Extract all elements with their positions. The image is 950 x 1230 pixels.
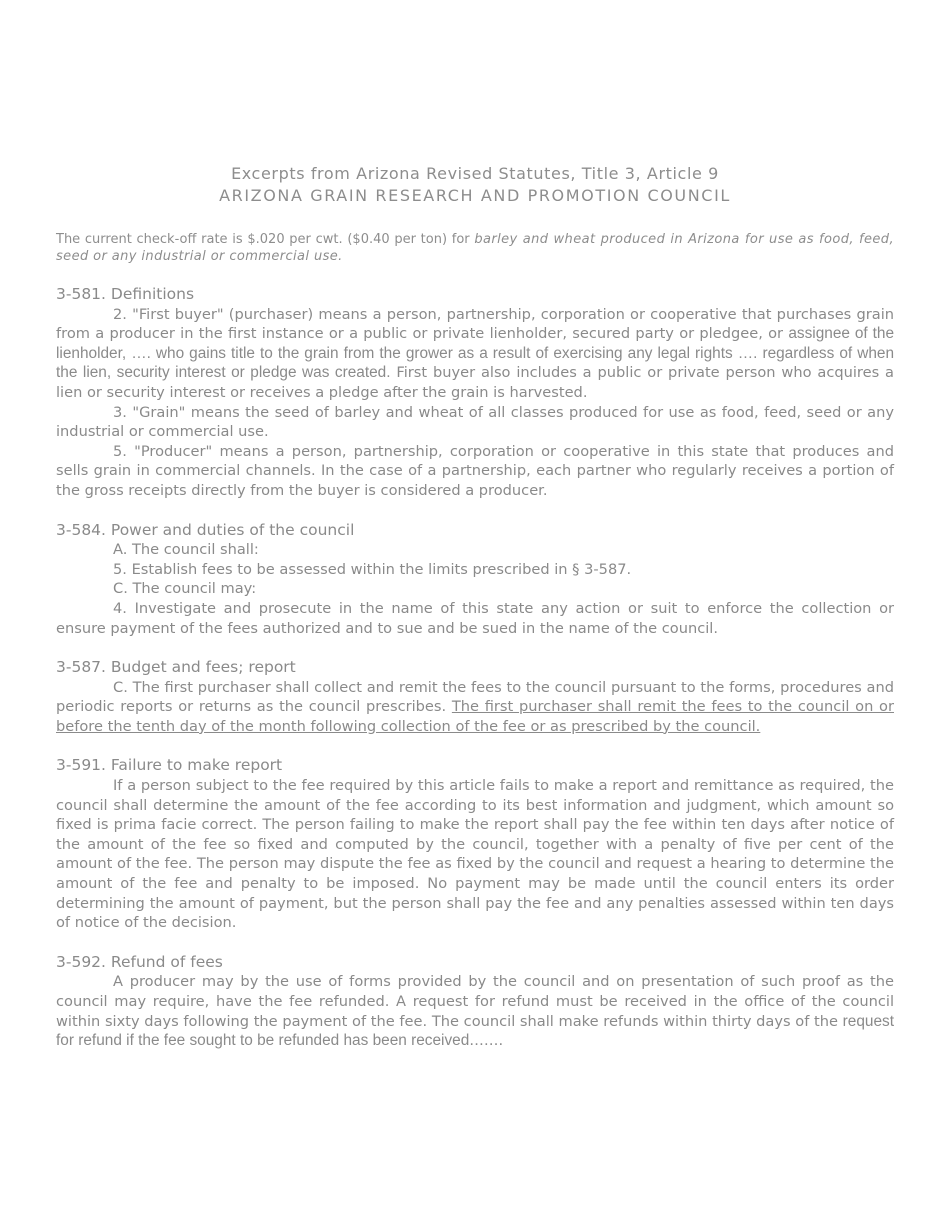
- paragraph: [56, 972, 894, 1050]
- section-heading: 3-587. Budget and fees; report: [56, 658, 296, 677]
- paragraph-text: 2. "First buyer" (purchaser) means a person, partnership, corporation or cooperative that purchases grain from a producer in the first instance or a public or private lienholder, secured party or pledgee, or: [56, 305, 894, 343]
- paragraph-text: …….: [469, 1032, 504, 1050]
- paragraph: [56, 305, 894, 403]
- paragraph: 5. "Producer" means a person, partnership, corporation or cooperative in this state that produces and sells grain in commercial channels. In the case of a partnership, each partner who regularly receives a portion of the gross receipts directly from the buyer is considered a producer.: [56, 442, 894, 499]
- section-heading: 3-581. Definitions: [56, 285, 195, 303]
- paragraph-text-alt-font: assignee of the lienholder, …. who gains title to the grain from the grower as a result of exercising any legal rights …. regardless of when the lien, security interest or pledge was created.: [56, 325, 895, 382]
- title-line-2: ARIZONA GRAIN RESEARCH AND PROMOTION COUNCIL: [219, 186, 731, 205]
- rate-italic-text: barley and wheat produced in Arizona for use as food, feed, seed or any industrial or commercial use.: [56, 232, 894, 264]
- section-3-592: [56, 953, 894, 1051]
- paragraph: A. The council shall:: [113, 541, 259, 559]
- paragraph-text: A producer may by the use of forms provided by the council and on presentation of such proof as the council may require, have the fee refunded. A request for refund must be received in the office of the council within sixty days following the payment of the fee. The council shall make refunds within thirty days of the: [56, 973, 894, 1030]
- section-heading: 3-592. Refund of fees: [56, 952, 223, 971]
- title-line-1: Excerpts from Arizona Revised Statutes, Title 3, Article 9: [231, 164, 719, 183]
- section-3-591: [56, 756, 894, 932]
- section-3-587: [56, 658, 894, 736]
- paragraph-text-alt-font: request for refund if the fee sought to be refunded has been received: [56, 1012, 894, 1050]
- rate-text: The current check-off rate is $.020 per cwt. ($0.40 per ton) for: [56, 232, 475, 247]
- document-title: [56, 163, 894, 207]
- paragraph: 4. Investigate and prosecute in the name of this state any action or suit to enforce the collection or ensure payment of the fees authorized and to sue and be sued in the name of the council.: [56, 599, 894, 637]
- paragraph: [56, 678, 894, 737]
- section-heading: 3-591. Failure to make report: [56, 756, 283, 775]
- paragraph: C. The council may:: [113, 580, 257, 598]
- check-off-rate-note: [56, 231, 894, 265]
- document-page: [56, 163, 894, 1051]
- section-3-581: [56, 285, 894, 501]
- paragraph: If a person subject to the fee required by this article fails to make a report and remittance as required, the council shall determine the amount of the fee according to its best information and judgment, which amount so fixed is prima facie correct. The person failing to make the report shall pay the fee within ten days after notice of the amount of the fee so fixed and computed by the council, together with a penalty of five per cent of the amount of the fee. The person may dispute the fee as fixed by the council and request a hearing to determine the amount of the fee and penalty to be imposed. No payment may be made until the council enters its order determining the amount of payment, but the person shall pay the fee and any penalties assessed within ten days of notice of the decision.: [56, 777, 894, 932]
- underlined-text: The first purchaser shall remit the fees to the council on or before the tenth day of the month following collection of the fee or as prescribed by the council.: [56, 698, 894, 735]
- section-heading: 3-584. Power and duties of the council: [56, 520, 355, 539]
- paragraph-text: First buyer also includes a public or private person who acquires a lien or security interest or receives a pledge after the grain is harvested.: [56, 364, 894, 401]
- paragraph: 3. "Grain" means the seed of barley and wheat of all classes produced for use as food, feed, seed or any industrial or commercial use.: [56, 403, 894, 441]
- paragraph: 5. Establish fees to be assessed within the limits prescribed in § 3-587.: [113, 560, 632, 578]
- paragraph-text: C. The first purchaser shall collect and remit the fees to the council pursuant to the forms, procedures and periodic reports or returns as the council prescribes.: [56, 678, 894, 716]
- section-3-584: [56, 521, 894, 639]
